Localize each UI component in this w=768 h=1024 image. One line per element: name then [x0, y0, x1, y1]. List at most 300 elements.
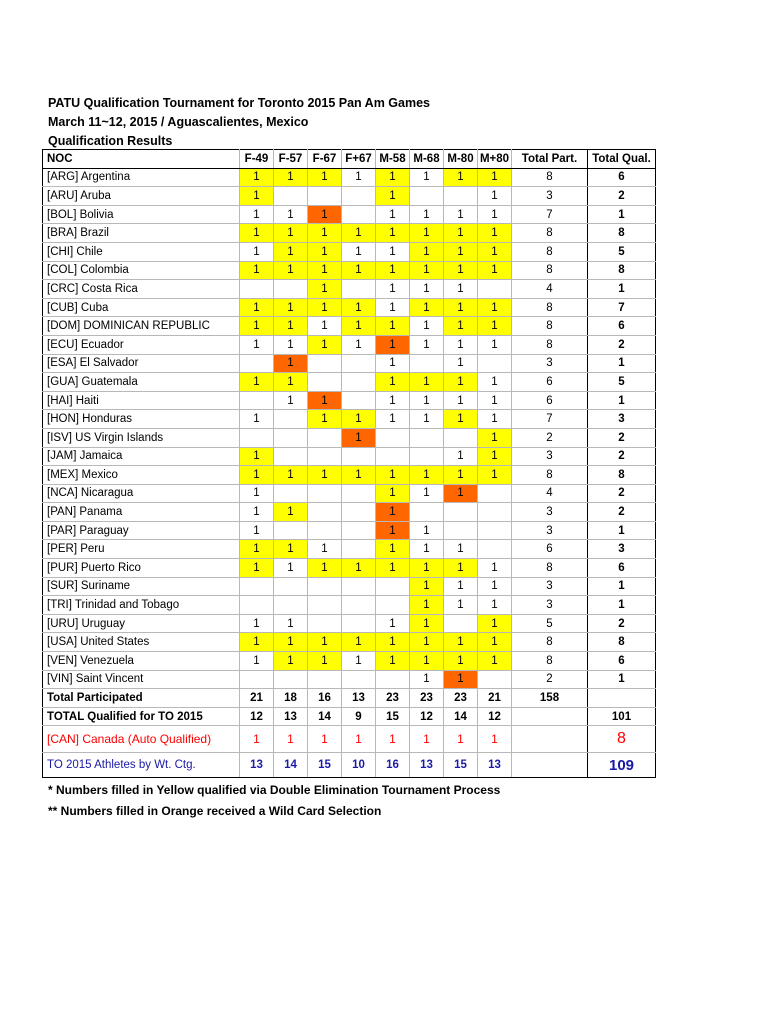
event-cell: 1 — [274, 335, 308, 354]
event-cell: 1 — [240, 187, 274, 206]
event-cell: 1 — [274, 261, 308, 280]
noc-name: [ISV] US Virgin Islands — [43, 428, 240, 447]
event-total-cell: 21 — [240, 689, 274, 708]
event-cell: 1 — [444, 596, 478, 615]
event-cell: 1 — [410, 335, 444, 354]
noc-name: [ARU] Aruba — [43, 187, 240, 206]
event-cell: 1 — [240, 466, 274, 485]
event-cell — [376, 447, 410, 466]
yellow-legend-note: * Numbers filled in Yellow qualified via Double Elimination Tournament Process — [48, 783, 501, 797]
table-row — [43, 373, 656, 392]
table-row — [43, 280, 656, 299]
total-qual-cell: 1 — [588, 205, 656, 224]
event-cell — [342, 205, 376, 224]
date-location-line: March 11~12, 2015 / Aguascalientes, Mexico — [48, 115, 309, 129]
event-cell: 1 — [342, 298, 376, 317]
table-row — [43, 261, 656, 280]
event-cell: 1 — [240, 224, 274, 243]
total-qual-cell: 8 — [588, 224, 656, 243]
event-cell: 1 — [308, 652, 342, 671]
table-row — [43, 540, 656, 559]
event-cell — [240, 354, 274, 373]
event-cell — [478, 540, 512, 559]
total-part-cell: 4 — [512, 280, 588, 299]
noc-name: [MEX] Mexico — [43, 466, 240, 485]
event-cell: 1 — [444, 652, 478, 671]
event-cell — [274, 521, 308, 540]
noc-name: [CRC] Costa Rica — [43, 280, 240, 299]
event-cell: 1 — [410, 298, 444, 317]
event-cell: 1 — [478, 633, 512, 652]
event-total-cell: 14 — [308, 707, 342, 726]
event-cell — [274, 577, 308, 596]
event-cell — [308, 503, 342, 522]
event-cell: 1 — [410, 242, 444, 261]
event-cell: 1 — [410, 484, 444, 503]
event-total-cell: 13 — [478, 753, 512, 778]
event-cell — [444, 428, 478, 447]
total-qual-cell: 2 — [588, 484, 656, 503]
event-cell — [478, 484, 512, 503]
event-cell — [342, 521, 376, 540]
event-cell: 1 — [410, 280, 444, 299]
event-cell — [342, 670, 376, 689]
event-cell: 1 — [444, 354, 478, 373]
total-qual-cell: 8 — [588, 633, 656, 652]
total-qual-cell: 8 — [588, 261, 656, 280]
event-cell — [444, 614, 478, 633]
event-cell — [342, 187, 376, 206]
event-cell — [240, 280, 274, 299]
noc-name: [ARG] Argentina — [43, 168, 240, 187]
total-part-cell: 8 — [512, 298, 588, 317]
total-qual-cell: 6 — [588, 559, 656, 578]
event-cell: 1 — [410, 261, 444, 280]
noc-name: [ECU] Ecuador — [43, 335, 240, 354]
event-total-cell: 1 — [410, 726, 444, 753]
event-cell — [240, 428, 274, 447]
event-cell: 1 — [274, 503, 308, 522]
total-qual-cell: 6 — [588, 652, 656, 671]
noc-name: [HAI] Haiti — [43, 391, 240, 410]
row-label: TOTAL Qualified for TO 2015 — [43, 707, 240, 726]
event-total-cell: 1 — [478, 726, 512, 753]
event-cell: 1 — [376, 540, 410, 559]
event-cell — [308, 596, 342, 615]
event-cell: 1 — [376, 317, 410, 336]
event-total-cell: 1 — [240, 726, 274, 753]
total-qual-cell: 7 — [588, 298, 656, 317]
noc-name: [HON] Honduras — [43, 410, 240, 429]
total-qual-cell: 1 — [588, 391, 656, 410]
event-cell: 1 — [240, 559, 274, 578]
event-cell: 1 — [274, 242, 308, 261]
event-cell: 1 — [274, 633, 308, 652]
event-cell: 1 — [376, 652, 410, 671]
event-total-cell: 1 — [342, 726, 376, 753]
table-row — [43, 317, 656, 336]
noc-name: [ESA] El Salvador — [43, 354, 240, 373]
event-cell: 1 — [274, 317, 308, 336]
event-cell: 1 — [410, 596, 444, 615]
event-cell: 1 — [444, 298, 478, 317]
event-cell — [342, 540, 376, 559]
event-cell: 1 — [444, 242, 478, 261]
event-cell: 1 — [444, 224, 478, 243]
event-cell — [240, 596, 274, 615]
total-part-cell: 8 — [512, 224, 588, 243]
event-cell — [308, 373, 342, 392]
event-cell: 1 — [376, 521, 410, 540]
event-cell: 1 — [342, 168, 376, 187]
total-qual-cell: 3 — [588, 410, 656, 429]
event-cell: 1 — [444, 373, 478, 392]
column-header: NOC — [43, 150, 240, 169]
event-cell: 1 — [478, 298, 512, 317]
event-cell: 1 — [410, 373, 444, 392]
event-cell: 1 — [410, 224, 444, 243]
event-cell: 1 — [240, 652, 274, 671]
table-row — [43, 577, 656, 596]
noc-name: [URU] Uruguay — [43, 614, 240, 633]
event-cell: 1 — [308, 466, 342, 485]
event-cell — [342, 373, 376, 392]
event-cell: 1 — [376, 168, 410, 187]
event-total-cell: 13 — [274, 707, 308, 726]
event-cell — [342, 614, 376, 633]
event-cell: 1 — [444, 168, 478, 187]
total-part-cell: 8 — [512, 335, 588, 354]
total-qual-cell: 3 — [588, 540, 656, 559]
event-cell: 1 — [444, 335, 478, 354]
total-qual-cell: 2 — [588, 187, 656, 206]
event-total-cell: 15 — [308, 753, 342, 778]
event-total-cell: 9 — [342, 707, 376, 726]
noc-name: [VIN] Saint Vincent — [43, 670, 240, 689]
event-cell: 1 — [376, 261, 410, 280]
event-total-cell: 23 — [376, 689, 410, 708]
event-total-cell: 13 — [240, 753, 274, 778]
total-qual-cell: 1 — [588, 670, 656, 689]
event-cell — [342, 577, 376, 596]
total-part-cell: 6 — [512, 373, 588, 392]
event-cell: 1 — [342, 224, 376, 243]
event-cell — [478, 503, 512, 522]
event-cell: 1 — [274, 466, 308, 485]
event-cell: 1 — [274, 540, 308, 559]
event-cell: 1 — [478, 242, 512, 261]
table-row — [43, 298, 656, 317]
event-cell: 1 — [410, 577, 444, 596]
event-cell: 1 — [444, 447, 478, 466]
event-cell: 1 — [342, 335, 376, 354]
event-cell: 1 — [274, 298, 308, 317]
event-cell: 1 — [342, 559, 376, 578]
total-part-cell: 8 — [512, 317, 588, 336]
event-cell: 1 — [478, 652, 512, 671]
total-part-cell: 3 — [512, 503, 588, 522]
noc-name: [PAN] Panama — [43, 503, 240, 522]
table-row — [43, 633, 656, 652]
event-cell — [410, 187, 444, 206]
table-row — [43, 205, 656, 224]
event-cell: 1 — [342, 317, 376, 336]
noc-name: [DOM] DOMINICAN REPUBLIC — [43, 317, 240, 336]
event-total-cell: 1 — [308, 726, 342, 753]
event-cell — [308, 187, 342, 206]
column-header: M-80 — [444, 150, 478, 169]
event-cell — [478, 280, 512, 299]
event-total-cell: 13 — [410, 753, 444, 778]
event-cell: 1 — [376, 373, 410, 392]
table-row — [43, 466, 656, 485]
event-cell: 1 — [308, 261, 342, 280]
total-part-cell: 158 — [512, 689, 588, 708]
event-cell — [342, 391, 376, 410]
event-cell: 1 — [342, 466, 376, 485]
event-cell: 1 — [444, 391, 478, 410]
event-cell: 1 — [478, 596, 512, 615]
total-part-cell: 7 — [512, 410, 588, 429]
event-cell — [342, 354, 376, 373]
table-header-row — [43, 150, 656, 169]
event-cell: 1 — [478, 224, 512, 243]
table-row — [43, 428, 656, 447]
event-cell: 1 — [308, 559, 342, 578]
event-cell: 1 — [308, 205, 342, 224]
event-cell: 1 — [274, 205, 308, 224]
event-cell — [478, 354, 512, 373]
total-qual-cell: 6 — [588, 317, 656, 336]
event-cell: 1 — [478, 373, 512, 392]
event-cell — [308, 354, 342, 373]
event-cell: 1 — [308, 410, 342, 429]
table-row — [43, 187, 656, 206]
event-cell: 1 — [376, 354, 410, 373]
noc-name: [BRA] Brazil — [43, 224, 240, 243]
row-label: Total Participated — [43, 689, 240, 708]
event-cell — [410, 354, 444, 373]
total-part-cell: 8 — [512, 168, 588, 187]
event-cell — [274, 187, 308, 206]
total-qual-cell: 1 — [588, 280, 656, 299]
total-qual-cell: 1 — [588, 596, 656, 615]
event-cell: 1 — [308, 298, 342, 317]
event-total-cell: 18 — [274, 689, 308, 708]
event-cell — [444, 521, 478, 540]
event-cell: 1 — [444, 540, 478, 559]
column-header: M-58 — [376, 150, 410, 169]
qualification-results-table — [42, 149, 656, 778]
column-header: F-67 — [308, 150, 342, 169]
event-cell — [478, 521, 512, 540]
event-cell — [240, 577, 274, 596]
table-row — [43, 335, 656, 354]
event-cell: 1 — [410, 521, 444, 540]
event-cell: 1 — [342, 633, 376, 652]
event-cell — [274, 428, 308, 447]
event-cell — [308, 484, 342, 503]
event-cell: 1 — [376, 614, 410, 633]
event-cell: 1 — [478, 205, 512, 224]
event-cell: 1 — [240, 261, 274, 280]
event-cell: 1 — [342, 428, 376, 447]
event-cell: 1 — [376, 559, 410, 578]
event-cell — [444, 187, 478, 206]
event-cell: 1 — [410, 205, 444, 224]
noc-name: [USA] United States — [43, 633, 240, 652]
event-cell: 1 — [308, 224, 342, 243]
event-cell: 1 — [410, 633, 444, 652]
event-cell: 1 — [240, 540, 274, 559]
event-cell: 1 — [376, 242, 410, 261]
event-cell — [240, 391, 274, 410]
total-qual-cell: 1 — [588, 521, 656, 540]
total-part-cell: 7 — [512, 205, 588, 224]
column-header: Total Part. — [512, 150, 588, 169]
noc-name: [CHI] Chile — [43, 242, 240, 261]
event-cell: 1 — [308, 168, 342, 187]
event-total-cell: 10 — [342, 753, 376, 778]
event-cell — [274, 447, 308, 466]
event-cell: 1 — [478, 187, 512, 206]
total-part-cell: 3 — [512, 447, 588, 466]
table-row — [43, 559, 656, 578]
event-cell — [308, 577, 342, 596]
event-cell: 1 — [274, 559, 308, 578]
total-part-cell: 8 — [512, 466, 588, 485]
event-cell: 1 — [376, 224, 410, 243]
event-cell: 1 — [444, 317, 478, 336]
event-cell: 1 — [444, 559, 478, 578]
event-cell: 1 — [410, 540, 444, 559]
event-cell: 1 — [240, 484, 274, 503]
event-cell — [308, 428, 342, 447]
event-cell — [342, 503, 376, 522]
event-cell: 1 — [342, 652, 376, 671]
event-total-cell: 12 — [410, 707, 444, 726]
event-cell — [274, 280, 308, 299]
total-qual-cell: 8 — [588, 466, 656, 485]
total-part-cell: 3 — [512, 187, 588, 206]
event-cell: 1 — [308, 540, 342, 559]
event-cell: 1 — [376, 633, 410, 652]
row-label: [CAN] Canada (Auto Qualified) — [43, 726, 240, 753]
noc-name: [CUB] Cuba — [43, 298, 240, 317]
event-cell: 1 — [376, 280, 410, 299]
event-cell: 1 — [444, 280, 478, 299]
event-cell — [274, 484, 308, 503]
event-cell: 1 — [444, 484, 478, 503]
total-qual-cell: 5 — [588, 242, 656, 261]
event-cell: 1 — [308, 317, 342, 336]
event-total-cell: 15 — [444, 753, 478, 778]
total-part-cell: 8 — [512, 261, 588, 280]
event-cell: 1 — [410, 652, 444, 671]
event-total-cell: 12 — [240, 707, 274, 726]
noc-name: [VEN] Venezuela — [43, 652, 240, 671]
event-cell: 1 — [478, 559, 512, 578]
event-cell: 1 — [376, 466, 410, 485]
event-cell: 1 — [274, 224, 308, 243]
event-cell: 1 — [478, 410, 512, 429]
event-cell — [342, 596, 376, 615]
event-cell: 1 — [274, 652, 308, 671]
event-cell — [308, 447, 342, 466]
event-cell: 1 — [444, 633, 478, 652]
event-cell: 1 — [308, 391, 342, 410]
total-qual-cell: 2 — [588, 614, 656, 633]
total-part-cell: 6 — [512, 391, 588, 410]
row-label: TO 2015 Athletes by Wt. Ctg. — [43, 753, 240, 778]
event-cell: 1 — [444, 577, 478, 596]
event-total-cell: 16 — [376, 753, 410, 778]
athletes-by-weight-row — [43, 753, 656, 778]
noc-name: [TRI] Trinidad and Tobago — [43, 596, 240, 615]
total-part-cell: 2 — [512, 428, 588, 447]
noc-name: [JAM] Jamaica — [43, 447, 240, 466]
event-cell: 1 — [410, 614, 444, 633]
event-cell: 1 — [308, 242, 342, 261]
noc-name: [SUR] Suriname — [43, 577, 240, 596]
event-cell: 1 — [240, 298, 274, 317]
event-cell: 1 — [444, 410, 478, 429]
table-row — [43, 596, 656, 615]
event-cell: 1 — [410, 559, 444, 578]
event-cell: 1 — [376, 391, 410, 410]
total-qualified-row — [43, 707, 656, 726]
event-cell: 1 — [308, 280, 342, 299]
event-cell: 1 — [478, 317, 512, 336]
column-header: F+67 — [342, 150, 376, 169]
event-cell: 1 — [444, 205, 478, 224]
event-cell — [308, 670, 342, 689]
table-row — [43, 168, 656, 187]
event-cell: 1 — [240, 242, 274, 261]
total-participated-row — [43, 689, 656, 708]
table-row — [43, 614, 656, 633]
event-cell: 1 — [274, 373, 308, 392]
event-cell — [410, 503, 444, 522]
table-row — [43, 354, 656, 373]
event-cell: 1 — [240, 447, 274, 466]
event-cell: 1 — [478, 614, 512, 633]
event-cell — [376, 428, 410, 447]
event-cell: 1 — [308, 633, 342, 652]
event-total-cell: 15 — [376, 707, 410, 726]
event-cell: 1 — [274, 391, 308, 410]
event-cell: 1 — [478, 168, 512, 187]
total-part-cell: 3 — [512, 521, 588, 540]
event-total-cell: 23 — [444, 689, 478, 708]
total-qual-cell: 5 — [588, 373, 656, 392]
event-total-cell: 1 — [444, 726, 478, 753]
total-qual-cell: 2 — [588, 447, 656, 466]
total-part-cell: 6 — [512, 540, 588, 559]
event-cell: 1 — [342, 242, 376, 261]
total-qual-cell: 2 — [588, 335, 656, 354]
noc-name: [PER] Peru — [43, 540, 240, 559]
table-row — [43, 521, 656, 540]
event-cell: 1 — [478, 466, 512, 485]
noc-name: [NCA] Nicaragua — [43, 484, 240, 503]
event-cell: 1 — [410, 317, 444, 336]
event-cell: 1 — [478, 428, 512, 447]
total-part-cell: 5 — [512, 614, 588, 633]
event-cell: 1 — [240, 521, 274, 540]
event-cell: 1 — [342, 410, 376, 429]
event-total-cell: 23 — [410, 689, 444, 708]
